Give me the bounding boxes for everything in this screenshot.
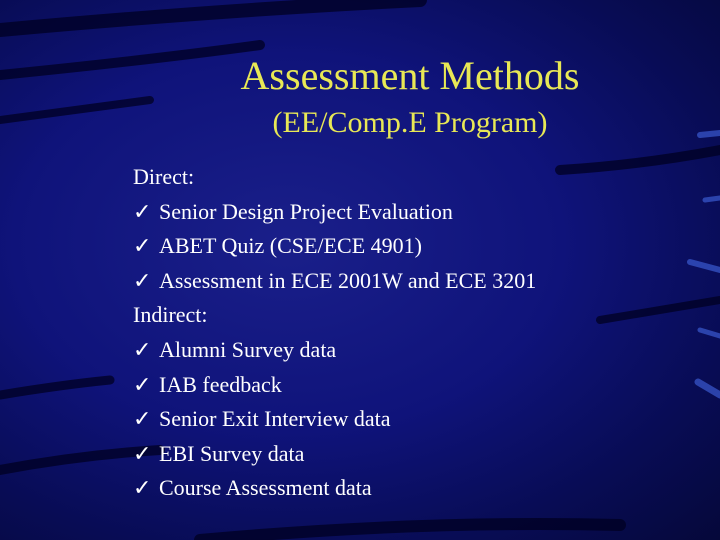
check-icon: ✓ (133, 440, 152, 466)
check-icon: ✓ (133, 406, 152, 432)
list-item-label: Senior Design Project Evaluation (159, 198, 453, 224)
list-item-label: Alumni Survey data (159, 336, 337, 362)
indirect-heading: Indirect: (133, 302, 208, 328)
slide-subtitle: (EE/Comp.E Program) (272, 106, 548, 139)
list-item-label: ABET Quiz (CSE/ECE 4901) (159, 233, 422, 259)
slide-content (133, 160, 693, 506)
list-item (133, 471, 693, 506)
check-icon: ✓ (133, 336, 152, 362)
check-icon: ✓ (133, 198, 152, 224)
check-icon: ✓ (133, 267, 152, 293)
list-item-label: Senior Exit Interview data (159, 406, 391, 432)
list-item-label: Course Assessment data (159, 475, 372, 501)
list-item (133, 229, 693, 264)
list-item-label: Assessment in ECE 2001W and ECE 3201 (159, 267, 537, 293)
list-item (133, 333, 693, 368)
list-item (133, 368, 693, 403)
list-item (133, 264, 693, 299)
list-item (133, 402, 693, 437)
direct-heading: Direct: (133, 164, 195, 189)
slide-title: Assessment Methods (240, 53, 580, 98)
list-item-label: IAB feedback (159, 371, 282, 397)
list-item (133, 195, 693, 230)
check-icon: ✓ (133, 371, 152, 397)
check-icon: ✓ (133, 475, 152, 501)
check-icon: ✓ (133, 233, 152, 259)
list-item-label: EBI Survey data (159, 440, 305, 466)
list-item (133, 437, 693, 472)
